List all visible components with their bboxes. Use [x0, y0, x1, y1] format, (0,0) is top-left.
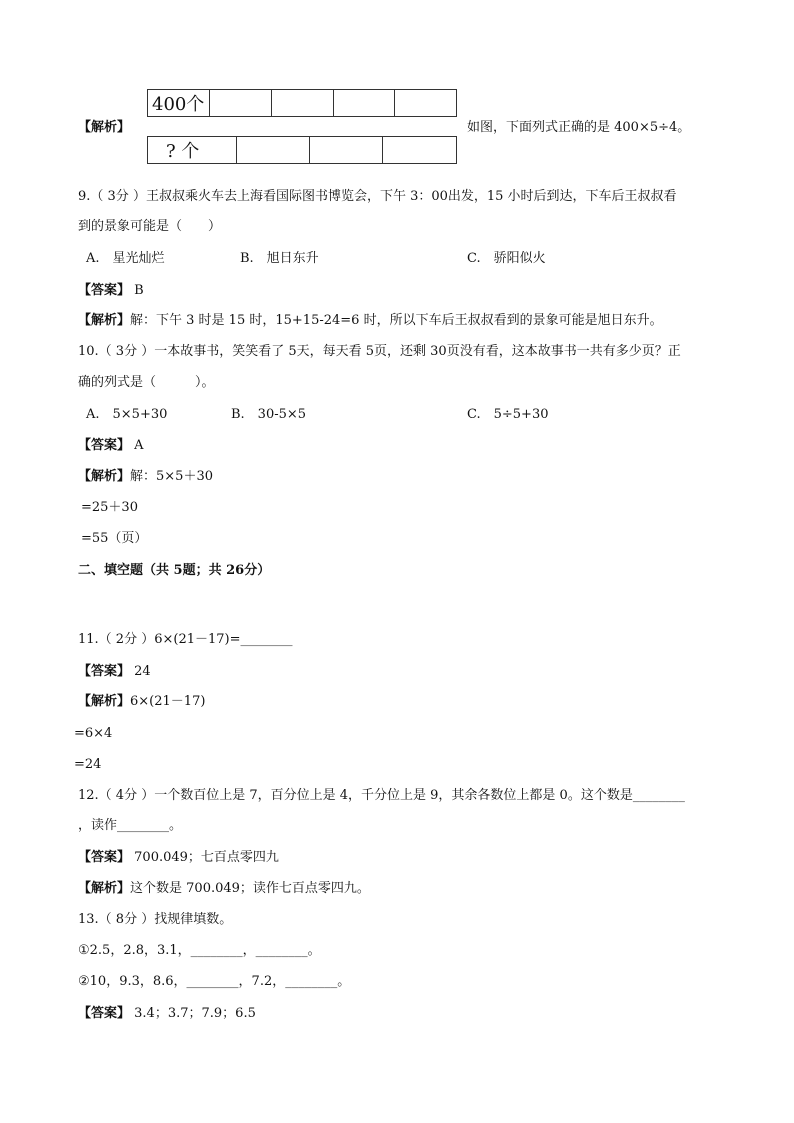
bar-diagram-top	[147, 89, 457, 117]
bar-cell	[210, 90, 272, 117]
analysis-text: 6×(21－17)	[130, 694, 206, 709]
bar-cell	[272, 90, 334, 117]
bar-cell	[383, 137, 457, 164]
answer-label: 【答案】	[78, 664, 131, 679]
analysis-text: 解：5×5＋30	[130, 469, 213, 484]
section-title: 二、填空题（共 5题；共 26分）	[78, 563, 271, 578]
option-c: C. 骄阳似火	[467, 251, 546, 266]
analysis-text: 这个数是 700.049；读作七百点零四九。	[130, 881, 370, 896]
bar-cell	[333, 90, 395, 117]
bar-cell	[236, 137, 309, 164]
analysis-label: 【解析】	[78, 881, 131, 896]
question-stem: 12.（ 4分 ）一个数百位上是 7，百分位上是 4，千分位上是 9，其余各数位上都是 0。这个数是________	[78, 788, 685, 803]
answer-value: B	[130, 283, 144, 298]
option-a: A. 星光灿烂	[86, 251, 165, 266]
solution-step: =24	[74, 757, 102, 772]
solution-step: =6×4	[74, 726, 113, 741]
answer-label: 【答案】	[78, 438, 131, 453]
option-b: B. 旭日东升	[240, 251, 319, 266]
question-stem: 13.（ 8分 ）找规律填数。	[78, 912, 233, 927]
question-stem: 9.（ 3分 ）王叔叔乘火车去上海看国际图书博览会，下午 3：00出发，15 小时后到达，下车后王叔叔看	[78, 189, 677, 204]
solution-step: =25＋30	[81, 500, 138, 515]
analysis-label: 【解析】	[78, 120, 131, 135]
answer-label: 【答案】	[78, 283, 131, 298]
answer-value: 700.049；七百点零四九	[130, 850, 279, 865]
analysis-label: 【解析】	[78, 694, 131, 709]
option-b: B. 30-5×5	[231, 407, 307, 422]
analysis-text: 如图，下面列式正确的是 400×5÷4。	[467, 120, 691, 135]
answer-value: A	[130, 438, 144, 453]
answer-label: 【答案】	[78, 1006, 131, 1021]
sequence-line: ①2.5，2.8，3.1，________，________。	[78, 943, 321, 958]
sequence-line: ②10，9.3，8.6，________，7.2，________。	[78, 974, 351, 989]
question-stem: 10.（ 3分 ）一本故事书，笑笑看了 5天，每天看 5页，还剩 30页没有看，这本故事书一共有多少页？正	[78, 344, 681, 359]
question-stem: ，读作________。	[78, 818, 183, 833]
question-stem: 11.（ 2分 ）6×(21－17)=________	[78, 632, 293, 647]
solution-step: =55（页）	[81, 531, 148, 546]
bar-cell-label: 400个	[148, 90, 210, 117]
option-c: C. 5÷5+30	[467, 407, 549, 422]
question-stem: 确的列式是（ ）。	[78, 375, 215, 390]
bar-cell-label: ? 个	[148, 137, 237, 164]
question-stem: 到的景象可能是（ ）	[78, 219, 222, 234]
answer-label: 【答案】	[78, 850, 131, 865]
analysis-label: 【解析】	[78, 469, 131, 484]
bar-diagram-bottom	[147, 136, 457, 164]
bar-cell	[309, 137, 382, 164]
option-a: A. 5×5+30	[86, 407, 168, 422]
answer-value: 3.4；3.7；7.9；6.5	[130, 1006, 256, 1021]
bar-cell	[395, 90, 457, 117]
analysis-label: 【解析】	[78, 313, 131, 328]
analysis-text: 解：下午 3 时是 15 时，15+15-24=6 时，所以下车后王叔叔看到的景象可能是旭日东升。	[130, 313, 663, 328]
answer-value: 24	[130, 664, 151, 679]
